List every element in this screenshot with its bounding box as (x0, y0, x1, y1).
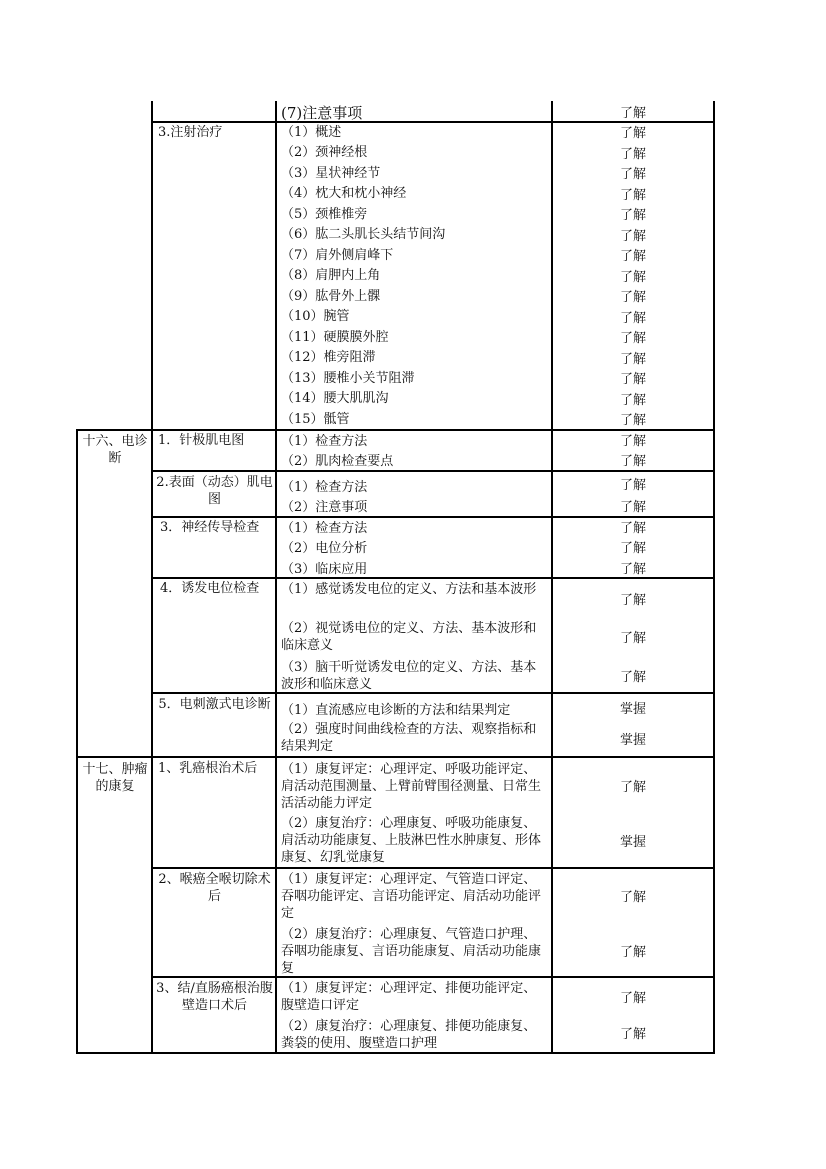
content-item: （11）硬膜膜外腔 (281, 330, 389, 345)
content-item: （15）骶管 (281, 412, 350, 427)
row-border (76, 756, 715, 758)
level-cell: 了解 (619, 126, 646, 141)
level-cell: 了解 (619, 1027, 646, 1042)
content-item: （8）肩胛内上角 (281, 268, 381, 283)
content-item: （1）概述 (281, 125, 342, 140)
topic-cell: 2.表面（动态）肌电图 (156, 475, 273, 507)
topic-cell: 5．电刺激式电诊断 (158, 697, 271, 712)
group-cell: 十七、肿瘤的康复 (82, 762, 148, 794)
content-item: （7）肩外侧肩峰下 (281, 248, 394, 263)
row-border (151, 470, 715, 472)
level-cell: 了解 (619, 890, 646, 905)
content-item: （2）注意事项 (281, 500, 368, 515)
level-cell: 了解 (619, 945, 646, 960)
level-cell: 掌握 (619, 835, 646, 850)
topic-cell: 1、乳癌根治术后 (158, 761, 258, 776)
level-cell: 了解 (619, 249, 646, 264)
level-cell: 了解 (619, 478, 646, 493)
level-cell: 掌握 (619, 733, 646, 748)
level-cell: 了解 (619, 106, 646, 121)
content-item: （4）枕大和枕小神经 (281, 186, 407, 201)
content-item: （2）肌肉检查要点 (281, 454, 394, 469)
level-cell: 了解 (619, 188, 646, 203)
content-item: （1）检查方法 (281, 480, 368, 495)
level-cell: 掌握 (619, 702, 646, 717)
content-item: （5）颈椎椎旁 (281, 207, 368, 222)
topic-cell: 1．针极肌电图 (158, 433, 245, 448)
content-item: （2）电位分析 (281, 541, 368, 556)
content-item: (7)注意事项 (281, 104, 363, 122)
content-item: （1）检查方法 (281, 434, 368, 449)
content-item: （3）临床应用 (281, 562, 368, 577)
level-cell: 了解 (619, 631, 646, 646)
topic-cell: 2、喉癌全喉切除术后 (158, 872, 271, 904)
level-cell: 了解 (619, 311, 646, 326)
topic-cell: 3．神经传导检查 (160, 520, 260, 535)
content-item: （2）康复治疗：心理康复、气管造口护理、吞咽功能康复、言语功能康复、肩活动功能康复 (281, 927, 542, 976)
level-cell: 了解 (619, 521, 646, 536)
level-cell: 了解 (619, 331, 646, 346)
level-cell: 了解 (619, 434, 646, 449)
row-border (151, 867, 715, 869)
group-cell: 十六、电诊断 (82, 434, 148, 466)
level-cell: 了解 (619, 454, 646, 469)
level-cell: 了解 (619, 167, 646, 182)
content-item: （12）椎旁阻滞 (281, 350, 376, 365)
content-item: （6）肱二头肌长头结节间沟 (281, 227, 446, 242)
content-item: （2）康复治疗：心理康复、排便功能康复、粪袋的使用、腹壁造口护理 (281, 1019, 537, 1051)
content-item: （1）检查方法 (281, 521, 368, 536)
topic-cell: 3、结/直肠癌根治腹壁造口术后 (156, 981, 273, 1013)
content-item: （13）腰椎小关节阻滞 (281, 371, 415, 386)
level-cell: 了解 (619, 393, 646, 408)
content-item: （2）强度时间曲线检查的方法、观察指标和结果判定 (281, 722, 537, 754)
content-item: （10）腕管 (281, 309, 350, 324)
level-cell: 了解 (619, 290, 646, 305)
level-cell: 了解 (619, 352, 646, 367)
topic-cell: 3.注射治疗 (158, 125, 223, 140)
row-border (76, 429, 715, 431)
level-cell: 了解 (619, 593, 646, 608)
content-item: （1）康复评定：心理评定、呼吸功能评定、肩活动范围测量、上臂前臂围径测量、日常生活活动能力评定 (281, 762, 542, 811)
level-cell: 了解 (619, 562, 646, 577)
content-item: （2）视觉诱电位的定义、方法、基本波形和临床意义 (281, 621, 537, 653)
content-item: （1）康复评定：心理评定、气管造口评定、吞咽功能评定、言语功能评定、肩活动功能评定 (281, 872, 542, 921)
content-item: （1）康复评定：心理评定、排便功能评定、腹壁造口评定 (281, 981, 537, 1013)
topic-cell: 4．诱发电位检查 (160, 581, 260, 596)
content-item: （3）星状神经节 (281, 166, 381, 181)
level-cell: 了解 (619, 270, 646, 285)
level-cell: 了解 (619, 991, 646, 1006)
row-border (151, 516, 715, 518)
content-item: （2）颈神经根 (281, 145, 368, 160)
content-item: （1）直流感应电诊断的方法和结果判定 (281, 703, 511, 718)
level-cell: 了解 (619, 541, 646, 556)
content-item: （2）康复治疗：心理康复、呼吸功能康复、肩活动功能康复、上肢淋巴性水肿康复、形体康复、幻乳觉康复 (281, 816, 542, 865)
content-item: （3）脑干听觉诱发电位的定义、方法、基本波形和临床意义 (281, 660, 537, 692)
content-item: （1）感觉诱发电位的定义、方法和基本波形 (281, 582, 537, 597)
table-border-left-outer (76, 430, 78, 1054)
level-cell: 了解 (619, 208, 646, 223)
level-cell: 了解 (619, 147, 646, 162)
level-cell: 了解 (619, 670, 646, 685)
level-cell: 了解 (619, 229, 646, 244)
table-border-bottom (76, 1052, 715, 1054)
content-item: （9）肱骨外上髁 (281, 289, 381, 304)
level-cell: 了解 (619, 780, 646, 795)
content-item: （14）腰大肌肌沟 (281, 391, 389, 406)
level-cell: 了解 (619, 413, 646, 428)
level-cell: 了解 (619, 372, 646, 387)
level-cell: 了解 (619, 500, 646, 515)
